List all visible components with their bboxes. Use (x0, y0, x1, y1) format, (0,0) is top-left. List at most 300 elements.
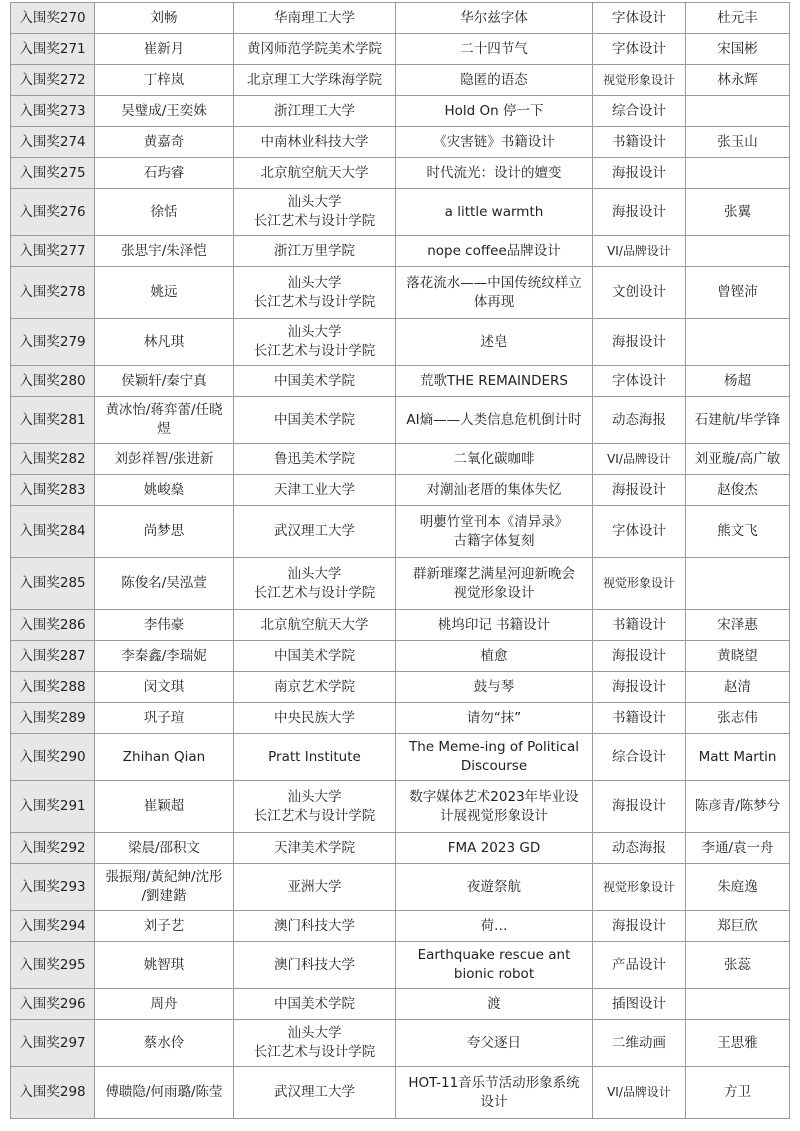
category-cell: 海报设计 (593, 189, 686, 236)
winner-names-line: 黄冰怡/蒋弈蕾/任晓 (105, 402, 223, 418)
table-row (11, 989, 790, 1020)
work-title-line: 设计 (480, 1093, 508, 1110)
category-cell: 海报设计 (593, 672, 686, 703)
school-line: 长江艺术与设计学院 (253, 807, 376, 824)
work-title-cell (396, 864, 593, 911)
table-row (11, 558, 790, 610)
table-row (11, 506, 790, 558)
award-rank-cell: 入围奖292 (11, 833, 95, 864)
winner-names-cell (95, 558, 234, 610)
advisor-cell (686, 397, 790, 444)
category-cell: 动态海报 (593, 833, 686, 864)
work-title-cell (396, 989, 593, 1020)
advisor-cell (686, 236, 790, 267)
work-title-line: 二氧化碳咖啡 (453, 450, 535, 467)
table-row (11, 672, 790, 703)
advisor-cell (686, 189, 790, 236)
work-title-cell (396, 96, 593, 127)
table-row (11, 641, 790, 672)
table-row (11, 703, 790, 734)
work-title-line: bionic robot (453, 966, 535, 982)
advisor-line: 赵俊杰 (717, 481, 758, 498)
winner-names-line: 陈俊名/吴泓萱 (121, 575, 207, 591)
school-cell (234, 1067, 396, 1119)
work-title-cell (396, 506, 593, 558)
category-cell: 海报设计 (593, 641, 686, 672)
category-cell: 视觉形象设计 (593, 65, 686, 96)
advisor-line: 朱庭逸 (717, 878, 758, 895)
school-line: 汕头大学 (287, 194, 342, 210)
advisor-line: 杨超 (724, 372, 751, 389)
table-row (11, 319, 790, 366)
winner-names-line: 姚峻燊 (143, 481, 185, 498)
award-rank-cell: 入围奖291 (11, 781, 95, 833)
school-cell (234, 3, 396, 34)
advisor-cell (686, 3, 790, 34)
advisor-cell (686, 506, 790, 558)
advisor-cell (686, 989, 790, 1020)
work-title-cell (396, 158, 593, 189)
advisor-cell (686, 267, 790, 319)
winner-names-line: 周舟 (150, 995, 178, 1012)
school-cell (234, 989, 396, 1020)
advisor-cell (686, 558, 790, 610)
school-line: 浙江理工大学 (274, 102, 355, 119)
school-cell (234, 127, 396, 158)
winner-names-cell (95, 734, 234, 781)
school-line: 汕头大学 (287, 788, 342, 805)
school-line: 华南理工大学 (274, 9, 355, 26)
advisor-line: 杜元丰 (717, 9, 758, 26)
advisor-cell (686, 96, 790, 127)
category-cell: 字体设计 (593, 506, 686, 558)
school-line: 汕头大学 (287, 274, 342, 291)
winner-names-line: 姚智琪 (143, 956, 185, 973)
school-cell (234, 1020, 396, 1067)
advisor-cell (686, 34, 790, 65)
award-rank-cell: 入围奖281 (11, 397, 95, 444)
winner-names-line: 闵文琪 (143, 678, 185, 695)
school-line: 中央民族大学 (274, 709, 355, 726)
table-row (11, 267, 790, 319)
school-line: 澳门科技大学 (274, 956, 355, 973)
school-line: Pratt Institute (268, 748, 361, 765)
award-rank-cell: 入围奖294 (11, 911, 95, 942)
table-row (11, 833, 790, 864)
table-row (11, 236, 790, 267)
work-title-cell (396, 641, 593, 672)
award-rank-cell: 入围奖273 (11, 96, 95, 127)
winner-names-cell (95, 127, 234, 158)
award-rank-cell: 入围奖270 (11, 3, 95, 34)
school-cell (234, 397, 396, 444)
school-cell (234, 703, 396, 734)
award-rank-cell: 入围奖276 (11, 189, 95, 236)
advisor-line: 郑巨欣 (717, 917, 758, 934)
work-title-line: 群新璀璨艺满星河迎新晚会 (413, 565, 575, 582)
award-rank-cell: 入围奖287 (11, 641, 95, 672)
winner-names-cell (95, 703, 234, 734)
work-title-line: 夸父逐日 (467, 1034, 521, 1051)
school-cell (234, 506, 396, 558)
winner-names-line: 林凡琪 (143, 333, 185, 350)
winner-names-cell (95, 34, 234, 65)
work-title-line: AI熵——人类信息危机倒计时 (406, 411, 582, 428)
advisor-cell (686, 703, 790, 734)
school-line: 汕头大学 (287, 1025, 342, 1041)
school-cell (234, 189, 396, 236)
school-line: 长江艺术与设计学院 (253, 343, 376, 359)
work-title-cell (396, 911, 593, 942)
category-cell: 字体设计 (593, 3, 686, 34)
work-title-line: Hold On 停一下 (444, 102, 544, 119)
advisor-cell (686, 1020, 790, 1067)
advisor-cell (686, 672, 790, 703)
winner-names-line: 巩子瑄 (143, 709, 185, 726)
winner-names-cell (95, 444, 234, 475)
winner-names-cell (95, 864, 234, 911)
school-line: 中国美术学院 (274, 647, 355, 664)
winner-names-line: 梁晨/邵积文 (127, 839, 201, 856)
advisor-cell (686, 127, 790, 158)
school-cell (234, 641, 396, 672)
school-line: 中国美术学院 (274, 372, 355, 389)
winner-names-cell (95, 158, 234, 189)
table-row (11, 366, 790, 397)
advisor-line: 张志伟 (717, 709, 758, 726)
work-title-cell (396, 558, 593, 610)
award-rank-cell: 入围奖285 (11, 558, 95, 610)
work-title-line: 落花流水——中国传统纹样立 (406, 274, 582, 291)
award-rank-cell: 入围奖274 (11, 127, 95, 158)
work-title-line: 桃坞印记 书籍设计 (437, 616, 551, 633)
category-cell: 动态海报 (593, 397, 686, 444)
advisor-line: 林永辉 (717, 71, 758, 88)
advisor-cell (686, 1067, 790, 1119)
award-rank-cell: 入围奖290 (11, 734, 95, 781)
winner-names-cell (95, 1067, 234, 1119)
work-title-line: The Meme-ing of Political (408, 739, 580, 755)
winner-names-line: 黄嘉奇 (143, 133, 185, 150)
advisor-cell (686, 158, 790, 189)
winner-names-line: 崔新月 (143, 40, 185, 57)
school-line: 长江艺术与设计学院 (253, 584, 376, 601)
advisor-line: 王思雅 (717, 1034, 758, 1051)
category-cell: 书籍设计 (593, 610, 686, 641)
work-title-line: 体再现 (473, 293, 515, 310)
work-title-cell (396, 734, 593, 781)
category-cell: 视觉形象设计 (593, 864, 686, 911)
work-title-cell (396, 366, 593, 397)
school-line: 长江艺术与设计学院 (253, 213, 376, 229)
table-row (11, 189, 790, 236)
advisor-line: 宋泽惠 (717, 616, 758, 633)
table-row (11, 475, 790, 506)
advisor-cell (686, 734, 790, 781)
school-line: 亚洲大学 (287, 878, 342, 895)
school-cell (234, 942, 396, 989)
award-table-body (11, 3, 790, 1119)
work-title-cell (396, 65, 593, 96)
winner-names-cell (95, 781, 234, 833)
work-title-line: 明蘡竹堂刊本《清异录》 (419, 513, 569, 530)
winner-names-cell (95, 3, 234, 34)
work-title-cell (396, 942, 593, 989)
school-line: 中国美术学院 (274, 995, 355, 1012)
award-table (10, 2, 790, 1119)
school-cell (234, 475, 396, 506)
work-title-cell (396, 781, 593, 833)
award-list-sheet (10, 2, 789, 1119)
winner-names-line: 刘畅 (150, 9, 178, 26)
school-line: 天津工业大学 (274, 481, 355, 498)
advisor-cell (686, 65, 790, 96)
advisor-cell (686, 610, 790, 641)
school-line: 北京理工大学珠海学院 (247, 71, 382, 88)
work-title-line: Discourse (460, 758, 528, 774)
school-cell (234, 267, 396, 319)
school-line: 长江艺术与设计学院 (253, 293, 376, 310)
winner-names-cell (95, 236, 234, 267)
category-cell: 海报设计 (593, 319, 686, 366)
school-cell (234, 366, 396, 397)
winner-names-line: /劉建鍇 (141, 888, 187, 904)
school-cell (234, 833, 396, 864)
category-cell: 海报设计 (593, 158, 686, 189)
advisor-cell (686, 641, 790, 672)
category-cell: 视觉形象设计 (593, 558, 686, 610)
advisor-line: 陈彦青/陈梦兮 (694, 798, 781, 814)
category-cell: VI/品牌设计 (593, 1067, 686, 1119)
winner-names-cell (95, 397, 234, 444)
advisor-line: 曾铿沛 (717, 284, 758, 300)
award-rank-cell: 入围奖271 (11, 34, 95, 65)
winner-names-cell (95, 267, 234, 319)
winner-names-line: 吴璧成/王奕姝 (121, 102, 207, 119)
table-row (11, 781, 790, 833)
category-cell: 产品设计 (593, 942, 686, 989)
school-cell (234, 158, 396, 189)
work-title-line: 华尔兹字体 (460, 9, 528, 26)
school-cell (234, 558, 396, 610)
advisor-line: 李通/袁一舟 (701, 839, 774, 856)
winner-names-line: 丁梓岚 (143, 71, 185, 88)
table-row (11, 1067, 790, 1119)
winner-names-line: 刘子艺 (143, 917, 185, 934)
work-title-cell (396, 610, 593, 641)
work-title-line: 荷… (480, 917, 508, 934)
advisor-cell (686, 942, 790, 989)
award-rank-cell: 入围奖288 (11, 672, 95, 703)
work-title-line: 鼓与琴 (473, 678, 515, 695)
advisor-line: 方卫 (724, 1084, 751, 1100)
category-cell: 综合设计 (593, 96, 686, 127)
advisor-cell (686, 475, 790, 506)
table-row (11, 610, 790, 641)
category-cell: 海报设计 (593, 911, 686, 942)
work-title-cell (396, 319, 593, 366)
award-rank-cell: 入围奖289 (11, 703, 95, 734)
work-title-line: 《灾害链》书籍设计 (433, 133, 555, 150)
work-title-cell (396, 397, 593, 444)
advisor-line: 张蕊 (724, 956, 751, 973)
work-title-line: 古籍字体复刻 (453, 532, 535, 549)
award-rank-cell: 入围奖272 (11, 65, 95, 96)
winner-names-line: 蔡水伶 (143, 1034, 185, 1051)
work-title-cell (396, 672, 593, 703)
award-rank-cell: 入围奖283 (11, 475, 95, 506)
winner-names-line: 张思宇/朱泽恺 (121, 242, 207, 259)
work-title-cell (396, 703, 593, 734)
school-line: 中国美术学院 (274, 411, 355, 428)
school-line: 武汉理工大学 (274, 1084, 355, 1100)
school-line: 北京航空航天大学 (260, 616, 369, 633)
winner-names-line: 張振翔/黃紀紳/沈彤 (105, 869, 223, 885)
table-row (11, 397, 790, 444)
work-title-cell (396, 3, 593, 34)
table-row (11, 734, 790, 781)
work-title-line: 视觉形象设计 (453, 584, 535, 601)
work-title-line: 渡 (487, 995, 501, 1012)
category-cell: 综合设计 (593, 734, 686, 781)
advisor-cell (686, 444, 790, 475)
winner-names-line: 徐恬 (150, 203, 178, 220)
winner-names-cell (95, 65, 234, 96)
winner-names-line: 李伟豪 (143, 616, 185, 633)
winner-names-cell (95, 319, 234, 366)
category-cell: VI/品牌设计 (593, 444, 686, 475)
work-title-line: 荒歌THE REMAINDERS (420, 372, 568, 389)
work-title-cell (396, 189, 593, 236)
winner-names-line: 崔颖超 (143, 798, 185, 814)
school-cell (234, 444, 396, 475)
school-line: 黄冈师范学院美术学院 (247, 40, 382, 57)
award-rank-cell: 入围奖280 (11, 366, 95, 397)
winner-names-cell (95, 641, 234, 672)
table-row (11, 911, 790, 942)
award-rank-cell: 入围奖284 (11, 506, 95, 558)
category-cell: 海报设计 (593, 475, 686, 506)
work-title-line: 对潮汕老厝的集体失忆 (426, 481, 562, 498)
work-title-line: FMA 2023 GD (447, 839, 541, 856)
school-line: 长江艺术与设计学院 (253, 1044, 376, 1060)
award-rank-cell: 入围奖297 (11, 1020, 95, 1067)
school-cell (234, 911, 396, 942)
school-line: 北京航空航天大学 (260, 164, 369, 181)
school-cell (234, 610, 396, 641)
work-title-line: Earthquake rescue ant (417, 947, 571, 963)
advisor-line: 熊文飞 (717, 523, 758, 539)
work-title-line: HOT-11音乐节活动形象系统 (408, 1074, 580, 1091)
winner-names-cell (95, 942, 234, 989)
work-title-cell (396, 127, 593, 158)
school-line: 中南林业科技大学 (260, 133, 369, 150)
category-cell: 文创设计 (593, 267, 686, 319)
category-cell: 字体设计 (593, 366, 686, 397)
school-line: 天津美术学院 (274, 839, 355, 856)
work-title-line: 时代流光：设计的嬗变 (426, 164, 562, 181)
winner-names-cell (95, 506, 234, 558)
work-title-line: 二十四节气 (460, 40, 528, 57)
winner-names-cell (95, 672, 234, 703)
winner-names-cell (95, 366, 234, 397)
category-cell: 书籍设计 (593, 127, 686, 158)
winner-names-line: 李秦鑫/李瑞妮 (121, 647, 207, 664)
award-rank-cell: 入围奖279 (11, 319, 95, 366)
school-cell (234, 319, 396, 366)
school-line: 汕头大学 (287, 324, 342, 340)
winner-names-cell (95, 96, 234, 127)
work-title-line: nope coffee品牌设计 (427, 242, 561, 259)
winner-names-line: 侯颖轩/秦宁真 (121, 372, 207, 389)
table-row (11, 96, 790, 127)
work-title-cell (396, 236, 593, 267)
table-row (11, 3, 790, 34)
work-title-line: 计展视觉形象设计 (440, 807, 548, 824)
advisor-line: 宋国彬 (717, 40, 758, 57)
table-row (11, 158, 790, 189)
advisor-line: 黄晓望 (717, 647, 758, 664)
category-cell: 二维动画 (593, 1020, 686, 1067)
advisor-line: 赵清 (724, 678, 751, 695)
award-rank-cell: 入围奖282 (11, 444, 95, 475)
work-title-line: 请勿“抹” (466, 709, 522, 726)
winner-names-line: 石玙睿 (143, 164, 185, 181)
winner-names-line: 尚梦思 (143, 523, 185, 539)
winner-names-cell (95, 610, 234, 641)
winner-names-line: 煜 (157, 421, 171, 437)
school-cell (234, 734, 396, 781)
work-title-cell (396, 475, 593, 506)
table-row (11, 1020, 790, 1067)
advisor-cell (686, 781, 790, 833)
school-cell (234, 236, 396, 267)
award-rank-cell: 入围奖293 (11, 864, 95, 911)
winner-names-cell (95, 475, 234, 506)
work-title-cell (396, 267, 593, 319)
winner-names-cell (95, 989, 234, 1020)
advisor-line: 张玉山 (717, 133, 758, 150)
winner-names-line: 傅聩隐/何雨璐/陈莹 (105, 1084, 223, 1100)
table-row (11, 65, 790, 96)
work-title-cell (396, 1020, 593, 1067)
category-cell: 海报设计 (593, 781, 686, 833)
award-rank-cell: 入围奖298 (11, 1067, 95, 1119)
advisor-line: 石建航/毕学锋 (694, 411, 781, 428)
category-cell: 书籍设计 (593, 703, 686, 734)
school-cell (234, 864, 396, 911)
work-title-line: a little warmth (444, 203, 544, 220)
award-rank-cell: 入围奖278 (11, 267, 95, 319)
work-title-cell (396, 833, 593, 864)
category-cell: 插图设计 (593, 989, 686, 1020)
advisor-cell (686, 366, 790, 397)
school-cell (234, 781, 396, 833)
table-row (11, 864, 790, 911)
work-title-cell (396, 444, 593, 475)
winner-names-cell (95, 833, 234, 864)
work-title-line: 夜遊祭航 (467, 878, 521, 895)
award-rank-cell: 入围奖295 (11, 942, 95, 989)
award-rank-cell: 入围奖275 (11, 158, 95, 189)
table-row (11, 34, 790, 65)
work-title-line: 述皂 (480, 333, 508, 350)
school-line: 南京艺术学院 (274, 678, 355, 695)
table-row (11, 942, 790, 989)
winner-names-line: 姚远 (150, 284, 178, 300)
award-rank-cell: 入围奖296 (11, 989, 95, 1020)
school-line: 鲁迅美术学院 (274, 450, 355, 467)
